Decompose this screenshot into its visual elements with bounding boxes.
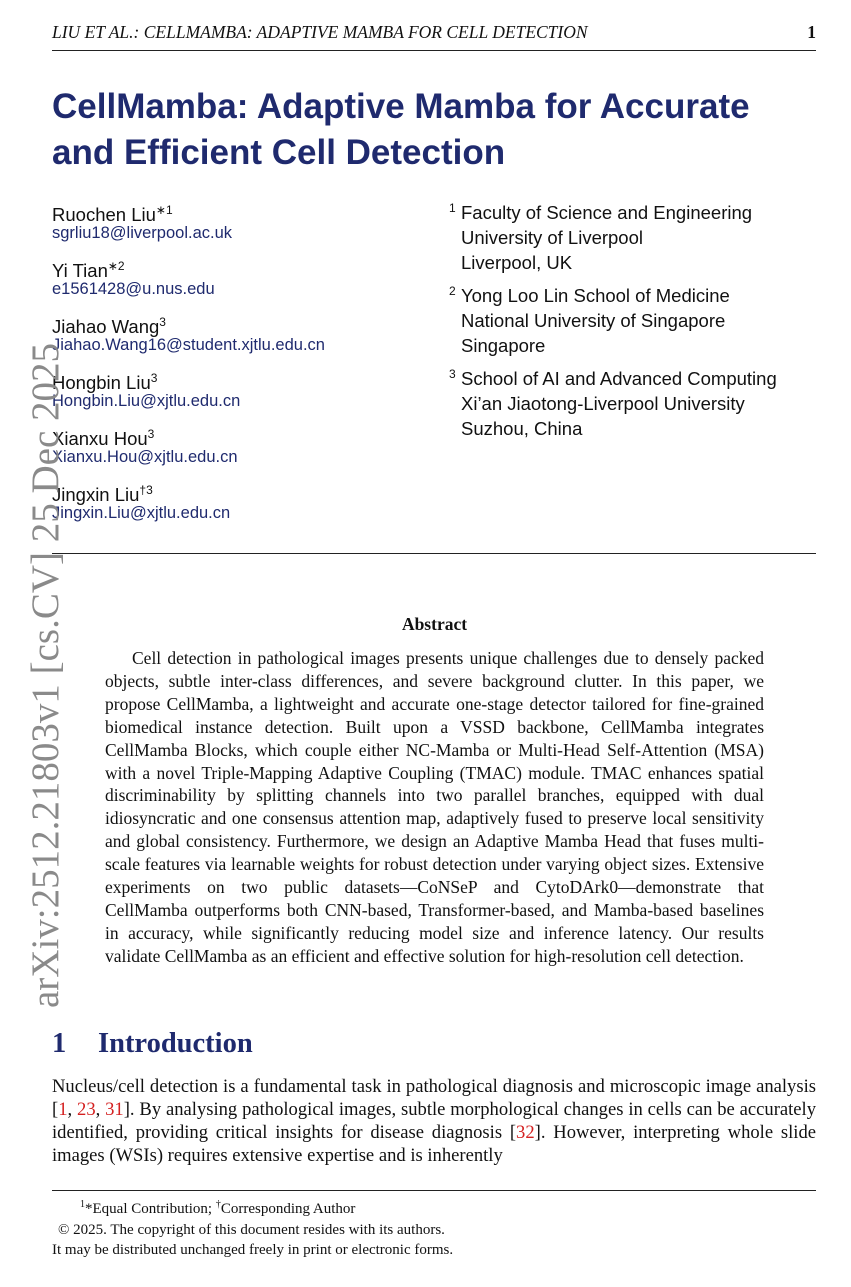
author-block bbox=[52, 422, 442, 478]
affiliation bbox=[449, 200, 829, 275]
paper-title bbox=[52, 84, 812, 176]
distribution-notice: It may be distributed unchanged freely in print or electronic forms. bbox=[52, 1242, 454, 1258]
citation-separator: , bbox=[95, 1098, 106, 1120]
affiliation-line: Liverpool, UK bbox=[461, 252, 573, 273]
footnote-mark: † bbox=[215, 1199, 221, 1210]
author-name bbox=[52, 310, 442, 335]
author-block bbox=[52, 478, 442, 534]
header-rule bbox=[52, 50, 816, 51]
author-mark: 3 bbox=[150, 371, 158, 385]
affiliation-number: 2 bbox=[449, 284, 456, 298]
affiliation bbox=[449, 366, 829, 441]
footnote-rule bbox=[52, 1190, 816, 1191]
author-name-text: Xianxu Hou bbox=[52, 428, 148, 449]
affiliation-line: Singapore bbox=[461, 335, 546, 356]
author-list bbox=[52, 198, 442, 534]
copyright-notice: © 2025. The copyright of this document resides with its authors. bbox=[58, 1221, 445, 1238]
citation-link[interactable]: 32 bbox=[516, 1121, 535, 1143]
affiliation-line: Yong Loo Lin School of Medicine bbox=[461, 285, 730, 306]
affiliation-line: School of AI and Advanced Computing bbox=[461, 368, 777, 389]
section-heading-introduction bbox=[52, 1024, 253, 1064]
author-email[interactable]: Hongbin.Liu@xjtlu.edu.cn bbox=[52, 392, 241, 410]
running-head bbox=[52, 22, 816, 44]
footnotes bbox=[52, 1195, 816, 1261]
author-name-text: Ruochen Liu bbox=[52, 204, 156, 225]
footnote-text: Corresponding Author bbox=[220, 1201, 356, 1217]
citation-link[interactable]: 1 bbox=[58, 1098, 68, 1120]
introduction-paragraph bbox=[52, 1076, 816, 1168]
footnote-text: Equal Contribution; bbox=[92, 1201, 216, 1217]
citation-separator: , bbox=[67, 1098, 78, 1120]
section-title: Introduction bbox=[98, 1028, 253, 1059]
author-mark: 3 bbox=[147, 427, 155, 441]
abstract-text: Cell detection in pathological images presents unique challenges due to densely packed objects, subtle inter-class differences, and severe background clutter. In this paper, we propose CellMamba, a lightweight and accurate one-stage detector tailored for fine-grained biomedical instance detection. Built upon a VSSD backbone, CellMamba integrates CellMamba Blocks, which couple either NC-Mamba or Multi-Head Self-Attention (MSA) with a novel Triple-Mapping Adaptive Coupling (TMAC) module. TMAC enhances spatial discriminability by splitting channels into two parallel branches, equipped with dual idiosyncratic and one consensus attention map, adaptively fused to preserve local sensitivity and global consistency. Furthermore, we design an Adaptive Mamba Head that fuses multi-scale features via learnable weights for robust detection under varying object sizes. Extensive experiments on two public datasets—CoNSeP and CytoDArk0—demonstrate that CellMamba outperforms both CNN-based, Transformer-based, and Mamba-based baselines in accuracy, while significantly reducing model size and inference latency. Our results validate CellMamba as an efficient and effective solution for high-resolution cell detection. bbox=[105, 648, 764, 966]
section-number: 1 bbox=[52, 1028, 67, 1059]
author-name-text: Jiahao Wang bbox=[52, 316, 160, 337]
affiliation-line: Xi’an Jiaotong-Liverpool University bbox=[461, 393, 745, 414]
intro-text: ]. By analysing pathological images, subtle morphological changes in cells can be accurately identified, providing critical insights for disease diagnosis [ bbox=[52, 1098, 817, 1143]
author-mark: 3 bbox=[159, 315, 166, 329]
author-email[interactable]: e1561428@u.nus.edu bbox=[52, 280, 215, 298]
author-email[interactable]: sgrliu18@liverpool.ac.uk bbox=[52, 224, 233, 242]
author-name bbox=[52, 254, 442, 279]
author-block bbox=[52, 254, 442, 310]
intro-text: Nucleus/cell detection is a fundamental task in pathological diagnosis and microscopic image analysis [ bbox=[52, 1076, 816, 1120]
footnote-contribution bbox=[52, 1195, 816, 1220]
affiliation-number: 1 bbox=[449, 201, 456, 215]
citation-link[interactable]: 23 bbox=[77, 1098, 96, 1120]
author-name bbox=[52, 366, 442, 391]
author-block bbox=[52, 366, 442, 422]
abstract-heading: Abstract bbox=[401, 614, 468, 634]
affiliation-line: Suzhou, China bbox=[461, 418, 583, 439]
footnote-mark: * bbox=[85, 1201, 93, 1217]
author-email[interactable]: Jingxin.Liu@xjtlu.edu.cn bbox=[52, 504, 231, 522]
arxiv-identifier: arXiv:2512.21803v1 [cs.CV] 25 Dec 2025 bbox=[24, 342, 67, 1008]
running-title: LIU ET AL.: CELLMAMBA: ADAPTIVE MAMBA FOR CELL DETECTION bbox=[52, 22, 588, 42]
affiliation-list bbox=[449, 200, 829, 449]
author-mark: †3 bbox=[139, 483, 153, 497]
author-mark: ∗2 bbox=[107, 259, 125, 273]
affiliation-line: University of Liverpool bbox=[461, 227, 643, 248]
page-number: 1 bbox=[807, 22, 816, 42]
affiliation bbox=[449, 283, 829, 358]
affiliation-line: National University of Singapore bbox=[461, 310, 726, 331]
author-block bbox=[52, 310, 442, 366]
title-block-rule bbox=[52, 553, 816, 554]
footnote-number: 1 bbox=[80, 1199, 85, 1210]
author-name bbox=[52, 198, 442, 223]
intro-text: ]. However, interpreting whole slide images (WSIs) requires extensive expertise and is inherently bbox=[52, 1121, 816, 1166]
author-name bbox=[52, 478, 442, 503]
affiliation-number: 3 bbox=[449, 367, 456, 381]
author-name bbox=[52, 422, 442, 447]
author-name-text: Jingxin Liu bbox=[52, 484, 140, 505]
citation-link[interactable]: 31 bbox=[105, 1098, 124, 1120]
author-name-text: Yi Tian bbox=[52, 260, 108, 281]
author-block bbox=[52, 198, 442, 254]
author-email[interactable]: Xianxu.Hou@xjtlu.edu.cn bbox=[52, 448, 238, 466]
affiliation-line: Faculty of Science and Engineering bbox=[461, 202, 753, 223]
title-line-1: CellMamba: Adaptive Mamba for Accurate bbox=[52, 87, 750, 126]
author-mark: ∗1 bbox=[155, 203, 173, 217]
title-line-2: and Efficient Cell Detection bbox=[52, 133, 506, 172]
author-email[interactable]: Jiahao.Wang16@student.xjtlu.edu.cn bbox=[52, 336, 325, 354]
author-name-text: Hongbin Liu bbox=[52, 372, 151, 393]
